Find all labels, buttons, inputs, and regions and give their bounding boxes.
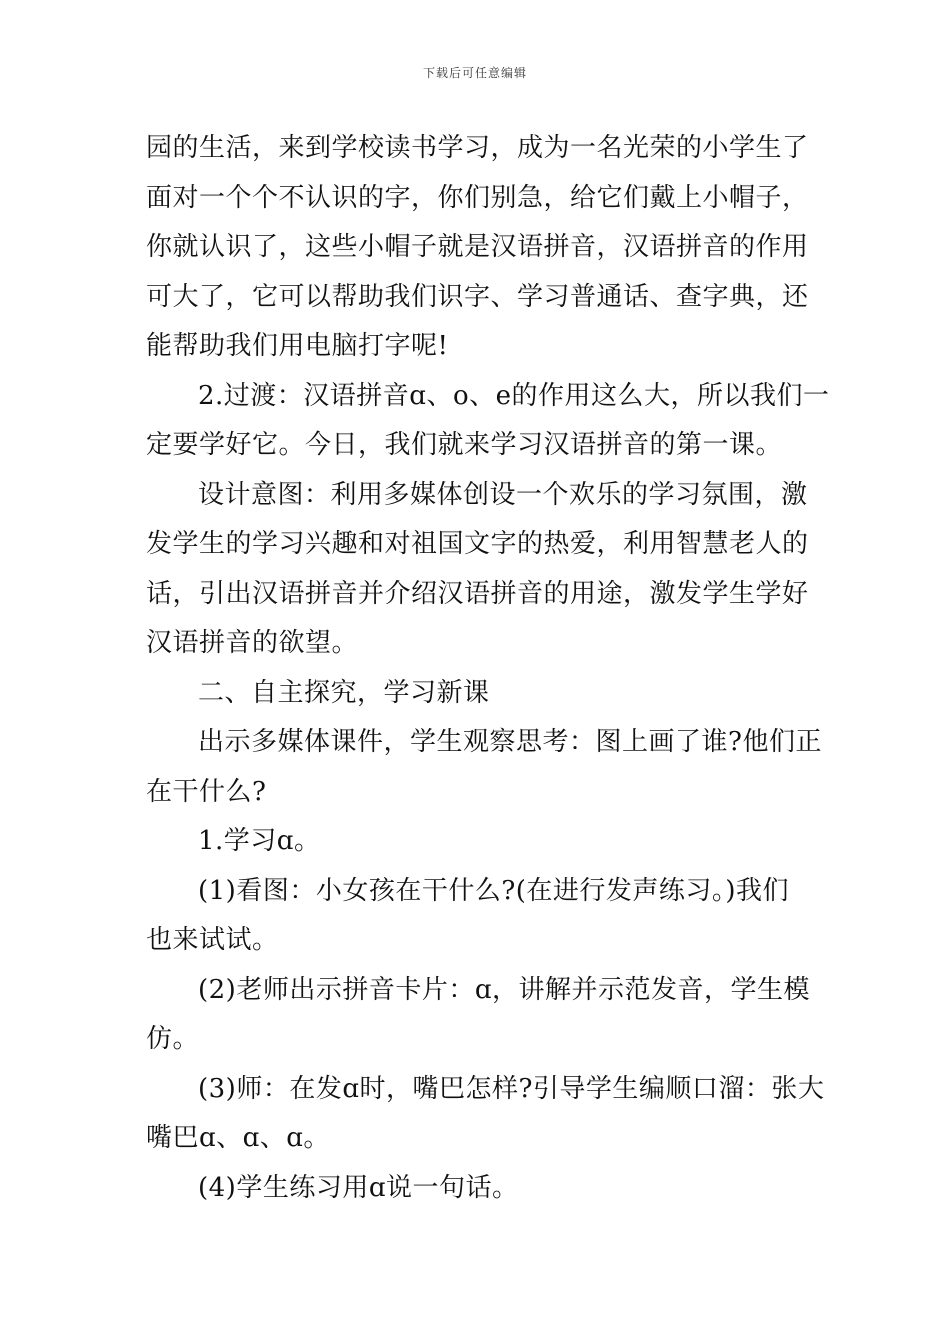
text-line: 设计意图：利用多媒体创设一个欢乐的学习氛围，激 (198, 479, 808, 510)
text-line: 面对一个个不认识的字，你们别急，给它们戴上小帽子， (146, 182, 809, 213)
section-heading: 二、自主探究，学习新课 (198, 677, 490, 708)
page-header: 下载后可任意编辑 (422, 66, 527, 80)
text-line: (3)师：在发ɑ时，嘴巴怎样?引导学生编顺口溜：张大 (198, 1073, 825, 1104)
text-line: 也来试试。 (146, 925, 279, 955)
text-line: 可大了，它可以帮助我们识字、学习普通话、查字典，还 (146, 281, 809, 312)
text-line: 园的生活，来到学校读书学习，成为一名光荣的小学生了 (146, 133, 809, 163)
text-line: 出示多媒体课件，学生观察思考：图上画了谁?他们正 (198, 727, 822, 757)
text-line: 汉语拼音的欲望。 (146, 628, 359, 658)
text-line: (4)学生练习用ɑ说一句话。 (198, 1172, 519, 1203)
text-line: 在干什么? (146, 776, 267, 807)
text-line: 1.学习ɑ。 (198, 826, 321, 856)
text-line: 2.过渡：汉语拼音ɑ、o、e的作用这么大，所以我们一 (198, 380, 830, 411)
document-body (146, 124, 830, 1213)
text-line: 你就认识了，这些小帽子就是汉语拼音，汉语拼音的作用 (146, 232, 809, 262)
text-line: 嘴巴ɑ、ɑ、ɑ。 (146, 1123, 330, 1153)
text-line: 话，引出汉语拼音并介绍汉语拼音的用途，激发学生学好 (146, 578, 809, 609)
text-line: 发学生的学习兴趣和对祖国文字的热爱，利用智慧老人的 (146, 529, 809, 559)
text-line: 能帮助我们用电脑打字呢! (146, 331, 449, 361)
text-line: 仿。 (146, 1024, 200, 1054)
text-line: (1)看图：小女孩在干什么?(在进行发声练习。)我们 (198, 875, 790, 906)
text-line: 定要学好它。今日，我们就来学习汉语拼音的第一课。 (146, 430, 783, 460)
text-line: (2)老师出示拼音卡片：ɑ，讲解并示范发音，学生模 (198, 974, 810, 1005)
